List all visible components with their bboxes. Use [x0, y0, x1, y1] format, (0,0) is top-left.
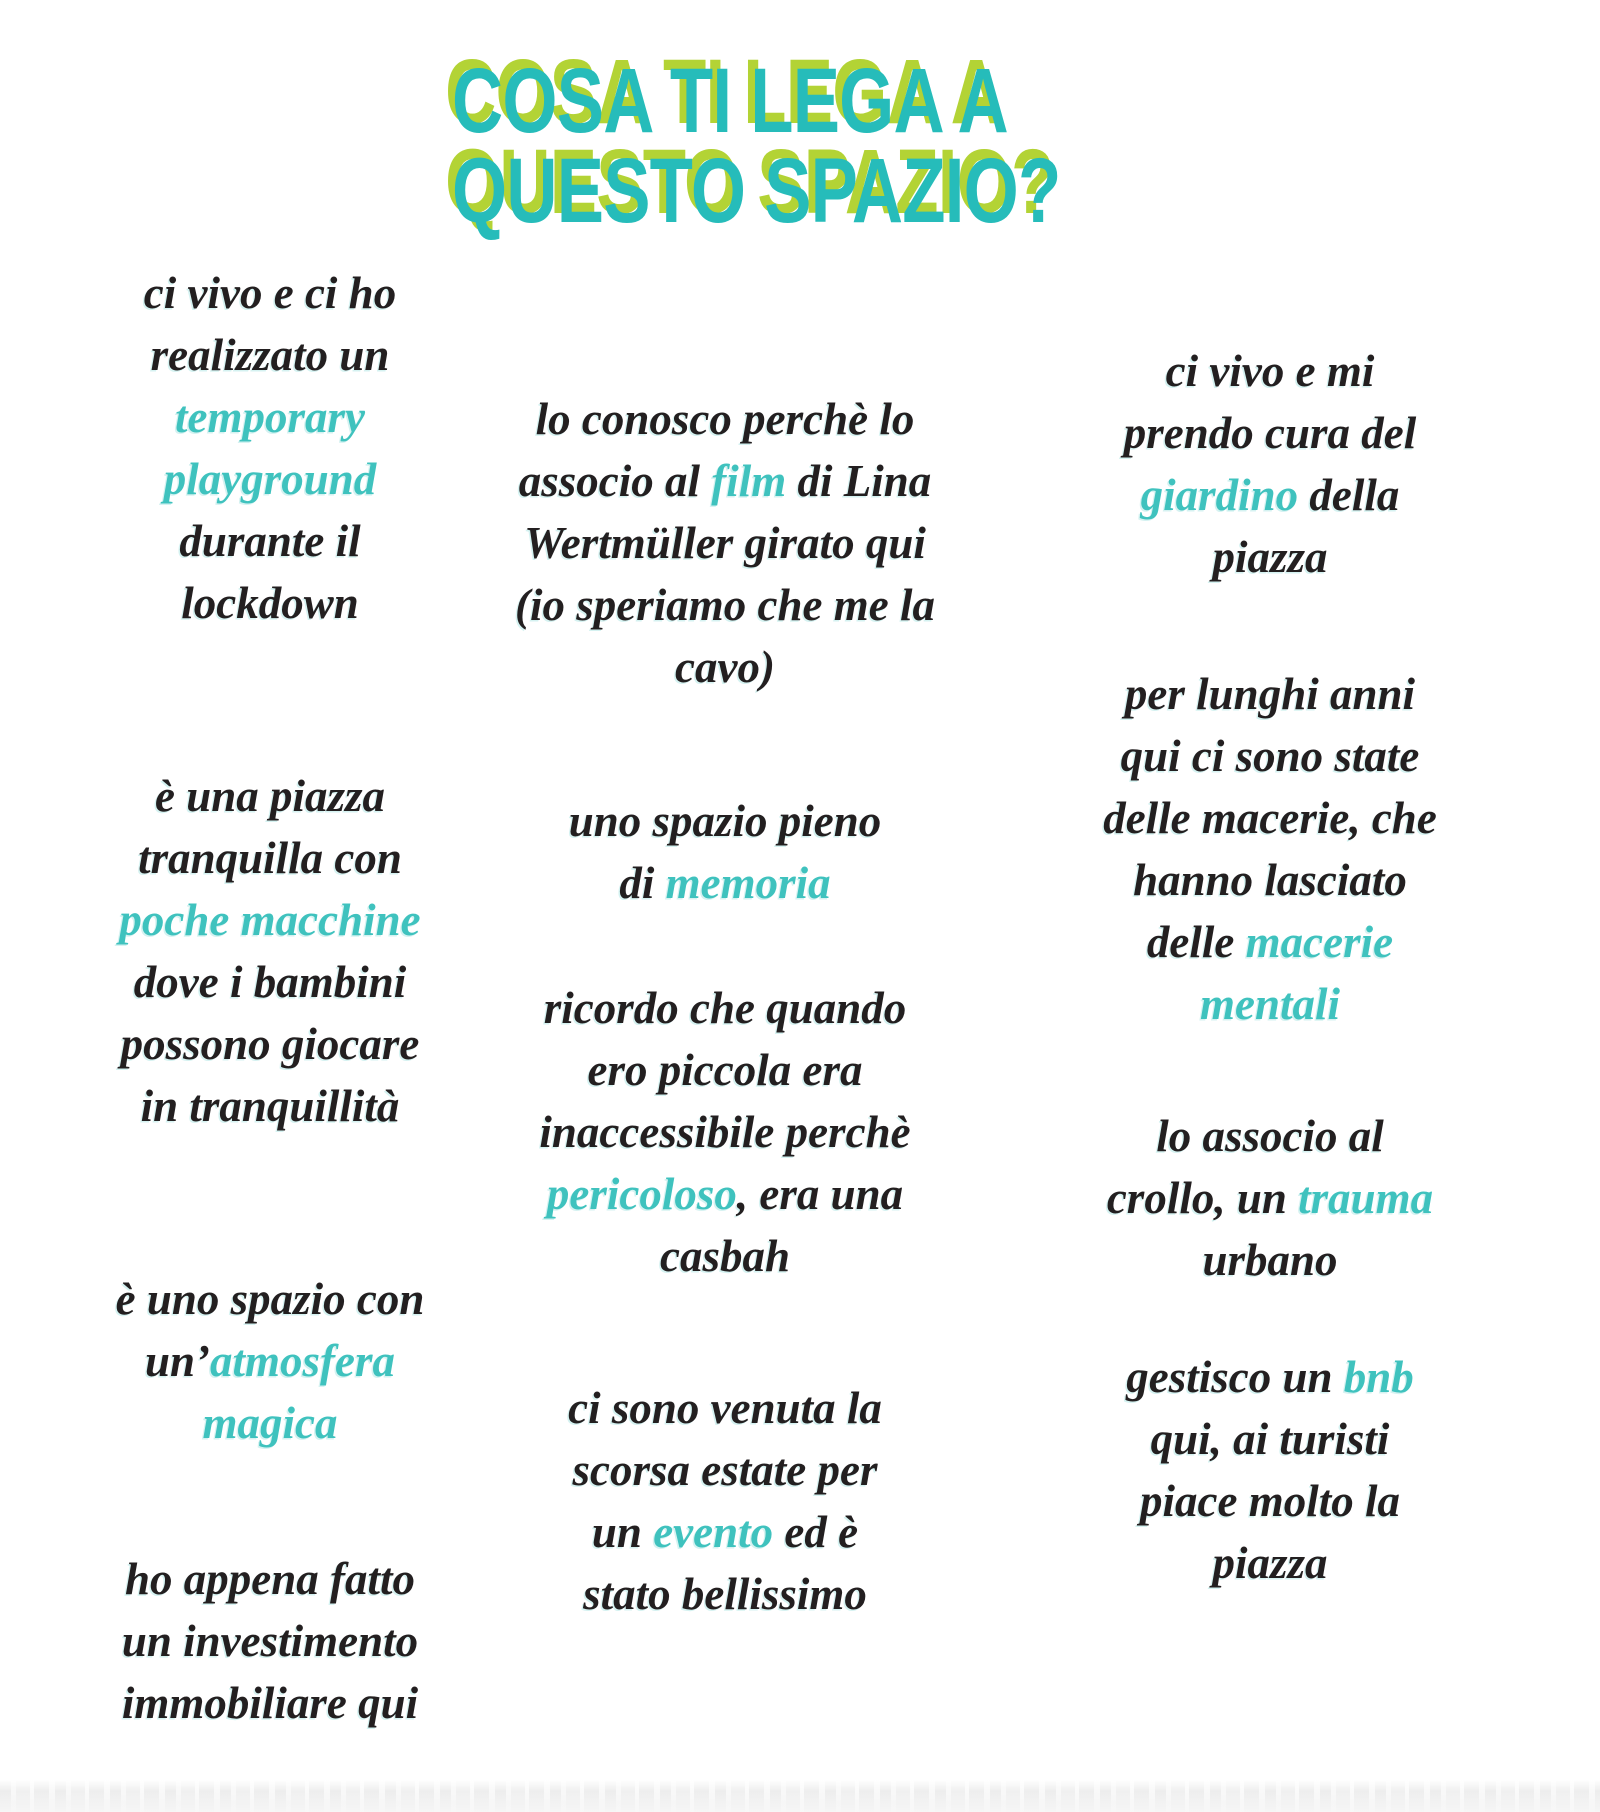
response-line — [90, 827, 450, 889]
text-segment: piace molto la — [1140, 1476, 1400, 1526]
highlighted-phrase: bnb — [1343, 1352, 1414, 1402]
text-segment: ci vivo e mi — [1165, 346, 1375, 396]
title-line-1: COSA TI LEGA A — [452, 50, 1008, 152]
response-line — [1055, 1408, 1485, 1470]
text-segment: delle — [1146, 917, 1246, 967]
response-note — [1055, 663, 1485, 1035]
response-line — [1055, 464, 1485, 526]
text-segment: urbano — [1202, 1235, 1338, 1285]
response-line — [1055, 911, 1485, 973]
response-note — [1055, 1346, 1485, 1594]
text-segment: lo conosco perchè lo — [535, 394, 915, 444]
highlighted-phrase: atmosfera — [210, 1336, 396, 1386]
text-segment: per lunghi anni — [1124, 669, 1416, 719]
response-line — [495, 450, 955, 512]
response-note — [495, 977, 955, 1287]
text-segment: piazza — [1212, 1538, 1328, 1588]
text-segment: tranquilla con — [138, 833, 402, 883]
response-line — [495, 1039, 955, 1101]
response-line — [495, 977, 955, 1039]
response-line — [495, 790, 955, 852]
highlighted-phrase: poche macchine — [119, 895, 421, 945]
response-line — [495, 1163, 955, 1225]
response-line — [495, 388, 955, 450]
text-segment: lockdown — [181, 578, 359, 628]
text-segment: gestisco un — [1126, 1352, 1344, 1402]
response-note — [90, 262, 450, 634]
highlighted-phrase: magica — [202, 1398, 338, 1448]
response-line — [90, 1330, 450, 1392]
text-segment: casbah — [659, 1231, 790, 1281]
responses-column-center — [495, 0, 955, 1625]
response-line — [1055, 340, 1485, 402]
response-line — [1055, 787, 1485, 849]
response-line — [1055, 725, 1485, 787]
highlighted-phrase: temporary — [175, 392, 365, 442]
text-segment: scorsa estate per — [572, 1445, 878, 1495]
text-segment: qui, ai turisti — [1150, 1414, 1390, 1464]
response-line — [1055, 973, 1485, 1035]
text-segment: , era una — [736, 1169, 904, 1219]
highlighted-phrase: giardino — [1140, 470, 1299, 520]
text-segment: un investimento — [121, 1616, 419, 1666]
text-segment: possono giocare — [120, 1019, 420, 1069]
response-line — [1055, 1470, 1485, 1532]
response-line — [90, 1610, 450, 1672]
response-line — [495, 1377, 955, 1439]
response-line — [90, 951, 450, 1013]
response-line — [90, 1672, 450, 1734]
response-note — [495, 1377, 955, 1625]
text-segment: in tranquillità — [140, 1081, 400, 1131]
highlighted-phrase: memoria — [665, 858, 831, 908]
text-segment: hanno lasciato — [1133, 855, 1407, 905]
text-segment: dove i bambini — [133, 957, 407, 1007]
response-line — [1055, 1532, 1485, 1594]
highlighted-phrase: film — [711, 456, 787, 506]
text-segment: un’ — [144, 1336, 211, 1386]
text-segment: cavo) — [675, 642, 775, 692]
response-line — [495, 1225, 955, 1287]
response-line — [90, 324, 450, 386]
response-line — [90, 448, 450, 510]
response-note — [90, 1548, 450, 1734]
response-note — [495, 790, 955, 914]
text-segment: piazza — [1212, 532, 1328, 582]
text-segment: ed è — [773, 1507, 859, 1557]
response-line — [90, 510, 450, 572]
response-note — [90, 1268, 450, 1454]
title-line-2: QUESTO SPAZIO? — [452, 140, 1061, 242]
text-segment: ero piccola era — [587, 1045, 863, 1095]
text-segment: ho appena fatto — [124, 1554, 416, 1604]
text-segment: stato bellissimo — [583, 1569, 867, 1619]
response-line — [1055, 663, 1485, 725]
text-segment: della — [1298, 470, 1400, 520]
response-line — [1055, 526, 1485, 588]
text-segment: (io speriamo che me la — [515, 580, 935, 630]
response-line — [90, 386, 450, 448]
response-line — [1055, 1229, 1485, 1291]
response-line — [90, 1013, 450, 1075]
text-segment: ci sono venuta la — [568, 1383, 882, 1433]
text-segment: Wertmüller girato qui — [524, 518, 926, 568]
response-line — [90, 1075, 450, 1137]
response-line — [1055, 849, 1485, 911]
text-segment: inaccessibile perchè — [539, 1107, 911, 1157]
text-segment: prendo cura del — [1123, 408, 1417, 458]
text-segment: realizzato un — [150, 330, 390, 380]
text-segment: associo al — [518, 456, 712, 506]
text-segment: ci vivo e ci ho — [143, 268, 397, 318]
text-segment: è uno spazio con — [115, 1274, 425, 1324]
response-note — [1055, 340, 1485, 588]
response-note — [1055, 1105, 1485, 1291]
response-line — [90, 1392, 450, 1454]
response-line — [495, 512, 955, 574]
highlighted-phrase: playground — [163, 454, 377, 504]
highlighted-phrase: macerie — [1245, 917, 1394, 967]
response-line — [495, 1101, 955, 1163]
highlighted-phrase: pericoloso — [546, 1169, 737, 1219]
responses-column-left — [90, 0, 450, 1734]
response-line — [495, 636, 955, 698]
highlighted-phrase: evento — [653, 1507, 774, 1557]
text-segment: un — [591, 1507, 654, 1557]
response-line — [495, 1501, 955, 1563]
text-segment: delle macerie, che — [1103, 793, 1437, 843]
text-segment: immobiliare qui — [121, 1678, 419, 1728]
response-line — [495, 852, 955, 914]
response-line — [495, 574, 955, 636]
text-segment: uno spazio pieno — [568, 796, 882, 846]
response-line — [1055, 402, 1485, 464]
response-line — [1055, 1105, 1485, 1167]
highlighted-phrase: trauma — [1298, 1173, 1434, 1223]
responses-column-right — [1055, 0, 1485, 1594]
response-note — [495, 388, 955, 698]
response-note — [90, 765, 450, 1137]
response-line — [90, 1548, 450, 1610]
text-segment: è una piazza — [154, 771, 386, 821]
highlighted-phrase: mentali — [1199, 979, 1340, 1029]
text-segment: qui ci sono state — [1120, 731, 1420, 781]
cropped-text-strip — [0, 1780, 1600, 1812]
text-segment: lo associo al — [1156, 1111, 1384, 1161]
response-line — [1055, 1346, 1485, 1408]
response-line — [495, 1439, 955, 1501]
text-segment: di Lina — [786, 456, 932, 506]
text-segment: durante il — [179, 516, 361, 566]
response-line — [90, 889, 450, 951]
text-segment: di — [619, 858, 666, 908]
response-line — [90, 1268, 450, 1330]
response-line — [495, 1563, 955, 1625]
response-line — [90, 765, 450, 827]
response-line — [90, 262, 450, 324]
response-line — [90, 572, 450, 634]
text-segment: crollo, un — [1106, 1173, 1299, 1223]
text-segment: ricordo che quando — [543, 983, 907, 1033]
response-line — [1055, 1167, 1485, 1229]
